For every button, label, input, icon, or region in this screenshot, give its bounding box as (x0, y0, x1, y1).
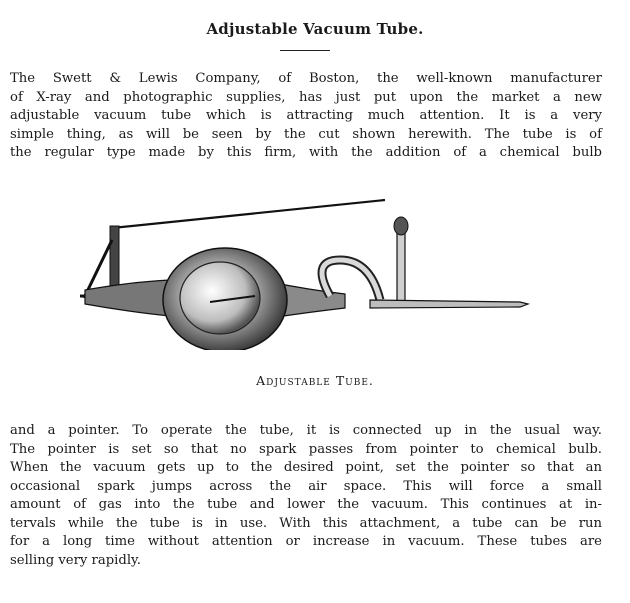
body-paragraph (10, 422, 602, 570)
body-line: The pointer is set so that no spark passes from pointer to chemical bulb. (10, 441, 602, 457)
inner-bulb (180, 262, 260, 334)
right-electrode (370, 300, 528, 308)
title-rule (280, 50, 330, 51)
body-line: selling very rapidly. (10, 552, 141, 568)
vacuum-tube-illustration (70, 190, 540, 350)
chemical-bulb (394, 217, 408, 235)
chemical-bulb-post (397, 228, 405, 306)
body-line: amount of gas into the tube and lower the vacuum. This continues at in- (10, 497, 602, 512)
intro-line: the regular type made by this firm, with the addition of a chemical bulb (10, 145, 602, 160)
left-neck (85, 280, 170, 316)
intro-line: The Swett & Lewis Company, of Boston, the well-known manufacturer (10, 71, 602, 86)
body-line: for a long time without attention or increase in vacuum. These tubes are (10, 534, 602, 549)
intro-line: of X-ray and photographic supplies, has just put upon the market a new (10, 89, 602, 105)
body-line: tervals while the tube is in use. With this attachment, a tube can be run (10, 515, 602, 531)
intro-paragraph (10, 70, 602, 163)
article-title: Adjustable Vacuum Tube. (206, 20, 424, 38)
figure-caption: Adjustable Tube. (256, 373, 374, 388)
pointer-wire (112, 200, 385, 228)
intro-line: adjustable vacuum tube which is attracting much attention. It is a very (10, 108, 602, 123)
body-line: When the vacuum gets up to the desired point, set the pointer so that an (10, 460, 602, 475)
intro-line: simple thing, as will be seen by the cut shown herewith. The tube is of (10, 126, 602, 142)
body-line: occasional spark jumps across the air space. This will force a small (10, 478, 602, 494)
body-line: and a pointer. To operate the tube, it is connected up in the usual way. (10, 423, 602, 438)
